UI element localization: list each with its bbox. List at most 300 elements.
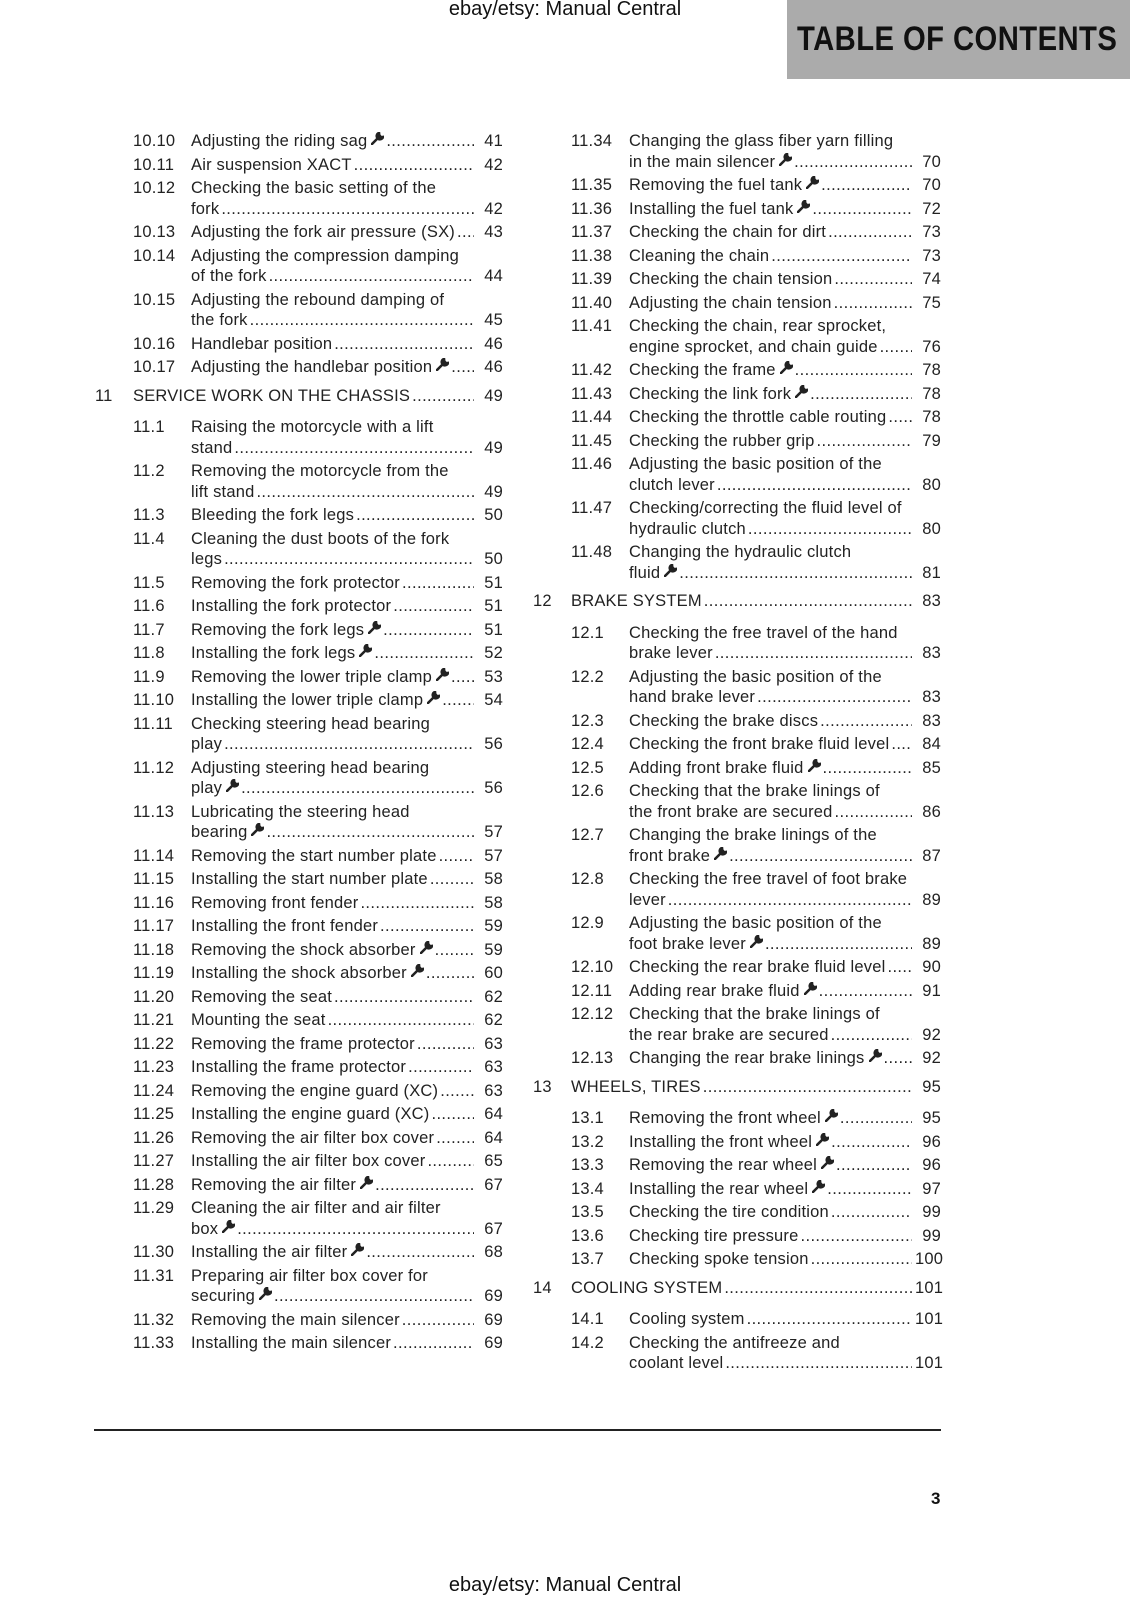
dot-leader bbox=[431, 1104, 474, 1125]
toc-entry-line bbox=[191, 1286, 503, 1307]
toc-entry-title[interactable]: Installing the shock absorber bbox=[191, 964, 407, 982]
toc-entry-line bbox=[191, 131, 503, 152]
wrench-icon bbox=[714, 846, 727, 867]
dot-leader bbox=[334, 987, 474, 1008]
toc-entry-title[interactable]: Checking steering head bearing bbox=[191, 714, 430, 733]
toc-entry-page: 46 bbox=[484, 334, 503, 353]
toc-entry-line bbox=[191, 940, 503, 961]
toc-entry-title[interactable]: Changing the brake linings of the bbox=[629, 826, 877, 844]
toc-entry-line bbox=[629, 1132, 941, 1153]
toc-entry-line bbox=[191, 846, 503, 867]
toc-entry-number: 11.23 bbox=[133, 1058, 175, 1076]
dot-leader bbox=[457, 222, 474, 243]
toc-entry-title[interactable]: play bbox=[191, 779, 223, 797]
toc-entry-number: 11.7 bbox=[133, 620, 165, 639]
toc-entry-title[interactable]: Installing the rear wheel bbox=[629, 1179, 809, 1198]
toc-entry-title[interactable]: Changing the glass fiber yarn filling bbox=[629, 132, 894, 150]
toc-entry[interactable] bbox=[95, 155, 503, 176]
toc-entry[interactable] bbox=[95, 987, 503, 1008]
toc-entry[interactable] bbox=[533, 384, 941, 405]
toc-entry-title[interactable]: SERVICE WORK ON THE CHASSIS bbox=[133, 386, 411, 405]
toc-entry[interactable] bbox=[95, 505, 503, 526]
toc-entry[interactable] bbox=[95, 178, 503, 219]
toc-entry[interactable] bbox=[533, 199, 941, 220]
toc-entry-title[interactable]: Removing the air filter box cover bbox=[191, 1128, 435, 1147]
toc-entry-title[interactable]: Installing the engine guard (XC) bbox=[191, 1105, 430, 1123]
toc-entry-title[interactable]: Adjusting the basic position of the bbox=[629, 667, 882, 686]
toc-entry-title[interactable]: Checking the free travel of foot brake bbox=[629, 870, 908, 888]
toc-entry-title[interactable]: the rear brake are secured bbox=[629, 1025, 829, 1044]
wrench-icon bbox=[420, 940, 433, 961]
toc-entry[interactable] bbox=[95, 1242, 503, 1263]
toc-entry-title[interactable]: Installing the main silencer bbox=[191, 1334, 392, 1352]
toc-entry[interactable] bbox=[533, 1108, 941, 1129]
toc-entry-line bbox=[191, 246, 503, 267]
wrench-icon bbox=[371, 131, 384, 152]
toc-entry-body bbox=[191, 505, 503, 526]
toc-entry-line bbox=[571, 1077, 941, 1098]
toc-entry-title[interactable]: box bbox=[191, 1219, 219, 1238]
toc-entry-number: 11.35 bbox=[571, 176, 613, 194]
toc-entry[interactable] bbox=[533, 269, 941, 290]
toc-entry[interactable] bbox=[533, 825, 941, 866]
toc-entry-page: 41 bbox=[484, 132, 503, 150]
toc-entry-title[interactable]: Removing the seat bbox=[191, 987, 332, 1006]
toc-entry[interactable] bbox=[533, 542, 941, 583]
toc-entry-title[interactable]: COOLING SYSTEM bbox=[571, 1278, 723, 1297]
toc-entry-line bbox=[191, 290, 503, 311]
toc-entry-body bbox=[191, 357, 503, 378]
toc-entry-title[interactable]: Air suspension XACT bbox=[191, 155, 352, 174]
toc-entry-title[interactable]: Adjusting steering head bearing bbox=[191, 758, 430, 777]
toc-entry-title[interactable]: Handlebar position bbox=[191, 334, 333, 353]
toc-entry-line bbox=[629, 431, 941, 452]
toc-entry-title[interactable]: Checking the throttle cable routing bbox=[629, 408, 887, 426]
toc-entry-number: 12.3 bbox=[571, 711, 604, 730]
toc-entry[interactable] bbox=[95, 246, 503, 287]
toc-entry[interactable] bbox=[95, 1266, 503, 1307]
toc-entry-title[interactable]: the fork bbox=[191, 311, 248, 329]
toc-entry-title[interactable]: Checking the tire condition bbox=[629, 1203, 829, 1221]
toc-entry[interactable] bbox=[95, 131, 503, 152]
toc-entry-page: 99 bbox=[922, 1226, 941, 1245]
toc-entry-line bbox=[629, 825, 941, 846]
toc-entry-title[interactable]: Removing the rear wheel bbox=[629, 1156, 818, 1174]
toc-entry-title[interactable]: Adjusting the riding sag bbox=[191, 132, 368, 150]
toc-entry-line bbox=[629, 1179, 941, 1200]
toc-entry[interactable] bbox=[95, 1081, 503, 1102]
toc-entry-page: 91 bbox=[922, 981, 941, 1000]
toc-entry-body bbox=[629, 957, 941, 978]
toc-entry-page: 89 bbox=[922, 934, 941, 953]
toc-entry-number: 11.2 bbox=[133, 462, 165, 480]
toc-entry-page: 67 bbox=[484, 1219, 503, 1238]
dot-leader bbox=[812, 199, 912, 220]
toc-entry-title[interactable]: coolant level bbox=[629, 1354, 724, 1372]
toc-entry[interactable] bbox=[95, 869, 503, 890]
toc-entry[interactable] bbox=[95, 461, 503, 502]
dot-leader bbox=[717, 475, 912, 496]
toc-entry-page: 83 bbox=[922, 711, 941, 730]
toc-entry-title[interactable]: stand bbox=[191, 438, 233, 457]
toc-entry-title[interactable]: BRAKE SYSTEM bbox=[571, 592, 702, 610]
toc-entry-line bbox=[191, 1034, 503, 1055]
toc-entry-title[interactable]: Installing the air filter bbox=[191, 1243, 348, 1261]
toc-entry-line bbox=[629, 222, 941, 243]
toc-entry[interactable] bbox=[95, 417, 503, 458]
toc-entry-title[interactable]: Removing the motorcycle from the bbox=[191, 462, 449, 480]
toc-entry[interactable] bbox=[533, 869, 941, 910]
dot-leader bbox=[442, 690, 474, 711]
toc-entry-title[interactable]: Installing the fork legs bbox=[191, 644, 356, 662]
toc-entry-title[interactable]: Adjusting the rebound damping of bbox=[191, 290, 445, 309]
toc-section-heading[interactable] bbox=[95, 386, 503, 407]
dot-leader bbox=[724, 1278, 912, 1299]
toc-entry-title[interactable]: Checking the link fork bbox=[629, 384, 792, 403]
toc-entry-title[interactable]: Removing the fork protector bbox=[191, 573, 400, 592]
toc-entry-title[interactable]: Checking the free travel of the hand bbox=[629, 623, 898, 642]
toc-entry[interactable] bbox=[95, 758, 503, 799]
dot-leader bbox=[274, 1286, 474, 1307]
dot-leader bbox=[241, 778, 474, 799]
toc-entry[interactable] bbox=[95, 963, 503, 984]
toc-entry-page: 76 bbox=[922, 337, 941, 356]
toc-entry-title[interactable]: Adding front brake fluid bbox=[629, 758, 804, 777]
toc-entry-title[interactable]: legs bbox=[191, 550, 223, 568]
toc-entry[interactable] bbox=[95, 714, 503, 755]
toc-entry-title[interactable]: Adjusting the fork air pressure (SX) bbox=[191, 223, 455, 241]
toc-entry[interactable] bbox=[95, 940, 503, 961]
dot-leader bbox=[451, 667, 474, 688]
toc-entry[interactable] bbox=[95, 667, 503, 688]
toc-entry[interactable] bbox=[95, 1198, 503, 1239]
toc-entry-number: 12.5 bbox=[571, 758, 604, 777]
toc-entry-title[interactable]: Installing the start number plate bbox=[191, 870, 428, 888]
toc-entry-title[interactable]: Checking the chain tension bbox=[629, 270, 833, 288]
toc-entry-title[interactable]: in the main silencer bbox=[629, 152, 776, 171]
toc-entry-page: 68 bbox=[484, 1243, 503, 1261]
toc-entry[interactable] bbox=[533, 498, 941, 539]
toc-entry-title[interactable]: Removing the air filter bbox=[191, 1175, 357, 1194]
toc-entry-number: 13 bbox=[533, 1077, 552, 1096]
toc-entry-number: 12.8 bbox=[571, 870, 604, 888]
toc-entry-line bbox=[191, 714, 503, 735]
toc-entry-title[interactable]: Checking the frame bbox=[629, 361, 776, 379]
toc-entry-title[interactable]: Changing the hydraulic clutch bbox=[629, 543, 852, 561]
toc-entry-title[interactable]: foot brake lever bbox=[629, 934, 746, 953]
toc-entry-body bbox=[191, 869, 503, 890]
toc-entry-title[interactable]: Checking the brake discs bbox=[629, 711, 819, 730]
toc-entry-title[interactable]: hand brake lever bbox=[629, 688, 756, 706]
toc-entry-body bbox=[629, 1226, 941, 1247]
toc-entry-line bbox=[191, 1219, 503, 1240]
toc-entry-title[interactable]: Adjusting the handlebar position bbox=[191, 358, 433, 376]
toc-entry[interactable] bbox=[533, 293, 941, 314]
toc-entry-title[interactable]: the front brake are secured bbox=[629, 802, 833, 821]
toc-entry-body bbox=[191, 1128, 503, 1149]
toc-entry-title[interactable]: Adjusting the chain tension bbox=[629, 293, 832, 312]
toc-entry[interactable] bbox=[95, 846, 503, 867]
toc-entry[interactable] bbox=[95, 916, 503, 937]
toc-entry-title[interactable]: Removing the fuel tank bbox=[629, 176, 803, 194]
toc-entry[interactable] bbox=[533, 1179, 941, 1200]
toc-entry-body bbox=[191, 690, 503, 711]
toc-entry-number: 11.28 bbox=[133, 1175, 175, 1194]
toc-entry[interactable] bbox=[533, 913, 941, 954]
toc-entry-line bbox=[191, 893, 503, 914]
toc-entry-title[interactable]: Checking that the brake linings of bbox=[629, 782, 880, 800]
toc-entry-number: 10.15 bbox=[133, 290, 176, 309]
toc-entry-title[interactable]: Adjusting the basic position of the bbox=[629, 455, 882, 473]
toc-entry[interactable] bbox=[533, 360, 941, 381]
toc-entry-title[interactable]: Cleaning the dust boots of the fork bbox=[191, 529, 450, 548]
toc-entry-title[interactable]: Cleaning the air filter and air filter bbox=[191, 1199, 441, 1217]
toc-entry[interactable] bbox=[533, 781, 941, 822]
dot-leader bbox=[729, 846, 912, 867]
toc-entry[interactable] bbox=[95, 1175, 503, 1196]
toc-entry-line bbox=[629, 199, 941, 220]
toc-entry-body bbox=[191, 714, 503, 755]
toc-entry-number: 10.10 bbox=[133, 132, 176, 150]
toc-entry-title[interactable]: lever bbox=[629, 890, 666, 909]
toc-entry-title[interactable]: of the fork bbox=[191, 267, 267, 285]
toc-entry-number: 11.12 bbox=[133, 758, 175, 777]
toc-entry[interactable] bbox=[533, 1249, 944, 1270]
toc-entry-number: 11.8 bbox=[133, 644, 165, 662]
toc-entry-body bbox=[191, 1010, 503, 1031]
toc-entry-body bbox=[629, 246, 941, 267]
toc-entry-page: 64 bbox=[484, 1128, 503, 1147]
toc-entry[interactable] bbox=[95, 620, 503, 641]
toc-entry[interactable] bbox=[533, 1202, 941, 1223]
toc-entry[interactable] bbox=[533, 316, 941, 357]
toc-entry[interactable] bbox=[95, 1128, 503, 1149]
toc-entry-page: 78 bbox=[922, 361, 941, 379]
toc-entry[interactable] bbox=[533, 711, 941, 732]
toc-entry-title[interactable]: Removing the start number plate bbox=[191, 846, 437, 865]
toc-entry[interactable] bbox=[95, 573, 503, 594]
toc-entry[interactable] bbox=[533, 407, 941, 428]
toc-entry[interactable] bbox=[533, 1048, 941, 1069]
toc-entry-title[interactable]: Installing the front wheel bbox=[629, 1132, 813, 1151]
dot-leader bbox=[435, 940, 474, 961]
toc-entry-number: 11.44 bbox=[571, 408, 613, 426]
toc-entry[interactable] bbox=[95, 334, 503, 355]
wrench-icon bbox=[821, 1155, 834, 1176]
toc-entry-title[interactable]: brake lever bbox=[629, 644, 713, 662]
toc-entry-title[interactable]: Changing the rear brake linings bbox=[629, 1049, 865, 1067]
toc-entry[interactable] bbox=[95, 1310, 503, 1331]
toc-entry-line bbox=[191, 505, 503, 526]
toc-entry[interactable] bbox=[533, 758, 941, 779]
toc-entry[interactable] bbox=[533, 1333, 944, 1374]
toc-entry-body bbox=[191, 893, 503, 914]
toc-entry-title[interactable]: Removing the fork legs bbox=[191, 620, 365, 639]
toc-entry-title[interactable]: bearing bbox=[191, 823, 248, 841]
toc-entry-number: 11.22 bbox=[133, 1034, 175, 1053]
toc-entry[interactable] bbox=[95, 1151, 503, 1172]
toc-entry-title[interactable]: securing bbox=[191, 1287, 255, 1305]
toc-entry-number: 11.3 bbox=[133, 506, 165, 524]
toc-entry-title[interactable]: Removing the frame protector bbox=[191, 1034, 415, 1053]
toc-entry[interactable] bbox=[533, 175, 941, 196]
toc-entry-page: 57 bbox=[484, 823, 503, 841]
toc-entry-line bbox=[629, 407, 941, 428]
toc-entry-title[interactable]: Checking the antifreeze and bbox=[629, 1333, 840, 1352]
toc-entry-page: 96 bbox=[922, 1132, 941, 1151]
dot-leader bbox=[715, 643, 912, 664]
toc-entry[interactable] bbox=[533, 957, 941, 978]
toc-entry-body bbox=[629, 623, 941, 664]
dot-leader bbox=[430, 869, 474, 890]
toc-entry-line bbox=[191, 1198, 503, 1219]
toc-entry-title[interactable]: Adding rear brake fluid bbox=[629, 981, 800, 1000]
toc-entry[interactable] bbox=[533, 1004, 941, 1045]
toc-section-heading[interactable] bbox=[533, 591, 941, 612]
toc-entry-title[interactable]: Checking the rear brake fluid level bbox=[629, 958, 886, 976]
toc-entry-page: 62 bbox=[484, 1011, 503, 1029]
toc-entry-title[interactable]: Removing the engine guard (XC) bbox=[191, 1081, 439, 1100]
toc-entry[interactable] bbox=[533, 454, 941, 495]
toc-entry[interactable] bbox=[533, 222, 941, 243]
toc-entry-title[interactable]: Checking the basic setting of the bbox=[191, 179, 437, 197]
toc-entry-body bbox=[629, 981, 941, 1002]
dot-leader bbox=[256, 482, 474, 503]
dot-leader bbox=[668, 890, 912, 911]
toc-entry-title[interactable]: Preparing air filter box cover for bbox=[191, 1266, 428, 1285]
dot-leader bbox=[356, 505, 474, 526]
toc-entry[interactable] bbox=[533, 981, 941, 1002]
toc-entry-title[interactable]: Checking that the brake linings of bbox=[629, 1005, 880, 1023]
toc-entry-line bbox=[629, 643, 941, 664]
toc-entry-title[interactable]: Installing the air filter box cover bbox=[191, 1152, 426, 1170]
toc-entry-title[interactable]: hydraulic clutch bbox=[629, 519, 746, 538]
toc-entry[interactable] bbox=[95, 529, 503, 570]
toc-entry-title[interactable]: Cooling system bbox=[629, 1310, 745, 1328]
toc-entry[interactable] bbox=[533, 1226, 941, 1247]
toc-entry-page: 84 bbox=[922, 735, 941, 753]
toc-entry-page: 50 bbox=[484, 550, 503, 568]
toc-entry-title[interactable]: Removing the shock absorber bbox=[191, 940, 416, 959]
toc-entry-page: 100 bbox=[915, 1250, 944, 1268]
toc-entry-title[interactable]: Installing the fuel tank bbox=[629, 199, 794, 218]
toc-entry-title[interactable]: clutch lever bbox=[629, 475, 715, 494]
toc-entry-title[interactable]: play bbox=[191, 735, 223, 753]
toc-entry[interactable] bbox=[533, 431, 941, 452]
toc-entry[interactable] bbox=[95, 643, 503, 664]
toc-entry-title[interactable]: Bleeding the fork legs bbox=[191, 506, 355, 524]
dot-leader bbox=[757, 687, 912, 708]
toc-entry[interactable] bbox=[95, 1104, 503, 1125]
toc-entry[interactable] bbox=[95, 290, 503, 331]
toc-entry[interactable] bbox=[533, 131, 941, 172]
toc-entry-line bbox=[191, 178, 503, 199]
toc-entry-body bbox=[629, 269, 941, 290]
toc-entry[interactable] bbox=[95, 802, 503, 843]
toc-entry[interactable] bbox=[533, 623, 941, 664]
toc-entry-title[interactable]: Lubricating the steering head bbox=[191, 802, 410, 821]
dot-leader bbox=[748, 519, 912, 540]
toc-entry-title[interactable]: fluid bbox=[629, 563, 661, 582]
toc-entry-body bbox=[191, 290, 503, 331]
toc-entry-body bbox=[629, 175, 941, 196]
toc-entry[interactable] bbox=[95, 357, 503, 378]
toc-entry-title[interactable]: Cleaning the chain bbox=[629, 246, 770, 265]
toc-entry-title[interactable]: Installing the front fender bbox=[191, 917, 379, 935]
toc-entry-page: 97 bbox=[922, 1179, 941, 1198]
toc-entry[interactable] bbox=[533, 1155, 941, 1176]
toc-entry-body bbox=[629, 1108, 941, 1129]
toc-entry[interactable] bbox=[95, 222, 503, 243]
toc-entry-title[interactable]: Checking/correcting the fluid level of bbox=[629, 499, 902, 517]
toc-entry[interactable] bbox=[95, 893, 503, 914]
toc-entry-page: 95 bbox=[922, 1077, 941, 1096]
toc-entry-body bbox=[191, 1266, 503, 1307]
toc-entry-title[interactable]: front brake bbox=[629, 846, 711, 865]
toc-entry-title[interactable]: Removing front fender bbox=[191, 893, 359, 912]
toc-entry[interactable] bbox=[533, 667, 941, 708]
toc-entry-line bbox=[191, 266, 503, 287]
toc-entry-body bbox=[191, 963, 503, 984]
toc-entry-title[interactable]: Checking the rubber grip bbox=[629, 431, 815, 450]
toc-entry-title[interactable]: fork bbox=[191, 199, 220, 218]
toc-entry-line bbox=[191, 1333, 503, 1354]
toc-entry[interactable] bbox=[95, 1034, 503, 1055]
toc-entry-title[interactable]: Installing the lower triple clamp bbox=[191, 691, 424, 709]
toc-entry[interactable] bbox=[95, 690, 503, 711]
toc-entry-title[interactable]: lift stand bbox=[191, 482, 255, 501]
toc-entry-title[interactable]: Checking spoke tension bbox=[629, 1250, 809, 1268]
toc-entry-title[interactable]: Checking tire pressure bbox=[629, 1226, 799, 1245]
toc-entry[interactable] bbox=[95, 596, 503, 617]
toc-section-heading[interactable] bbox=[533, 1077, 941, 1098]
toc-entry-body bbox=[629, 913, 941, 954]
toc-entry-title[interactable]: Removing the front wheel bbox=[629, 1109, 821, 1127]
toc-entry-line bbox=[629, 687, 941, 708]
toc-entry[interactable] bbox=[95, 1057, 503, 1078]
toc-entry-title[interactable]: Adjusting the basic position of the bbox=[629, 914, 882, 932]
toc-entry[interactable] bbox=[95, 1333, 503, 1354]
toc-entry-number: 11.34 bbox=[571, 132, 613, 150]
toc-entry-title[interactable]: Mounting the seat bbox=[191, 1011, 326, 1029]
toc-entry[interactable] bbox=[95, 1010, 503, 1031]
toc-entry-body bbox=[629, 1132, 941, 1153]
toc-entry-title[interactable]: Installing the frame protector bbox=[191, 1058, 407, 1076]
wrench-icon bbox=[226, 778, 239, 799]
toc-section-heading[interactable] bbox=[533, 1278, 944, 1299]
toc-entry-title[interactable]: Adjusting the compression damping bbox=[191, 246, 459, 265]
toc-entry-title[interactable]: WHEELS, TIRES bbox=[571, 1077, 701, 1096]
toc-entry[interactable] bbox=[533, 246, 941, 267]
toc-entry-number: 11.45 bbox=[571, 431, 613, 450]
toc-entry[interactable] bbox=[533, 1132, 941, 1153]
toc-entry-title[interactable]: Checking the front brake fluid level bbox=[629, 735, 890, 753]
toc-entry-number: 12.13 bbox=[571, 1049, 614, 1067]
toc-entry-title[interactable]: Checking the chain, rear sprocket, bbox=[629, 317, 887, 335]
wrench-icon bbox=[664, 563, 677, 584]
toc-entry[interactable] bbox=[533, 1309, 944, 1330]
toc-entry[interactable] bbox=[533, 734, 941, 755]
toc-entry-title[interactable]: Removing the main silencer bbox=[191, 1310, 400, 1329]
toc-entry-title[interactable]: Raising the motorcycle with a lift bbox=[191, 418, 434, 436]
toc-entry-title[interactable]: Checking the chain for dirt bbox=[629, 223, 827, 241]
toc-entry-title[interactable]: Removing the lower triple clamp bbox=[191, 667, 432, 686]
dot-leader bbox=[354, 155, 474, 176]
toc-entry-title[interactable]: Installing the fork protector bbox=[191, 597, 392, 615]
toc-entry-title[interactable]: engine sprocket, and chain guide bbox=[629, 337, 878, 356]
toc-entry-page: 74 bbox=[922, 270, 941, 288]
toc-entry-line bbox=[191, 1104, 503, 1125]
